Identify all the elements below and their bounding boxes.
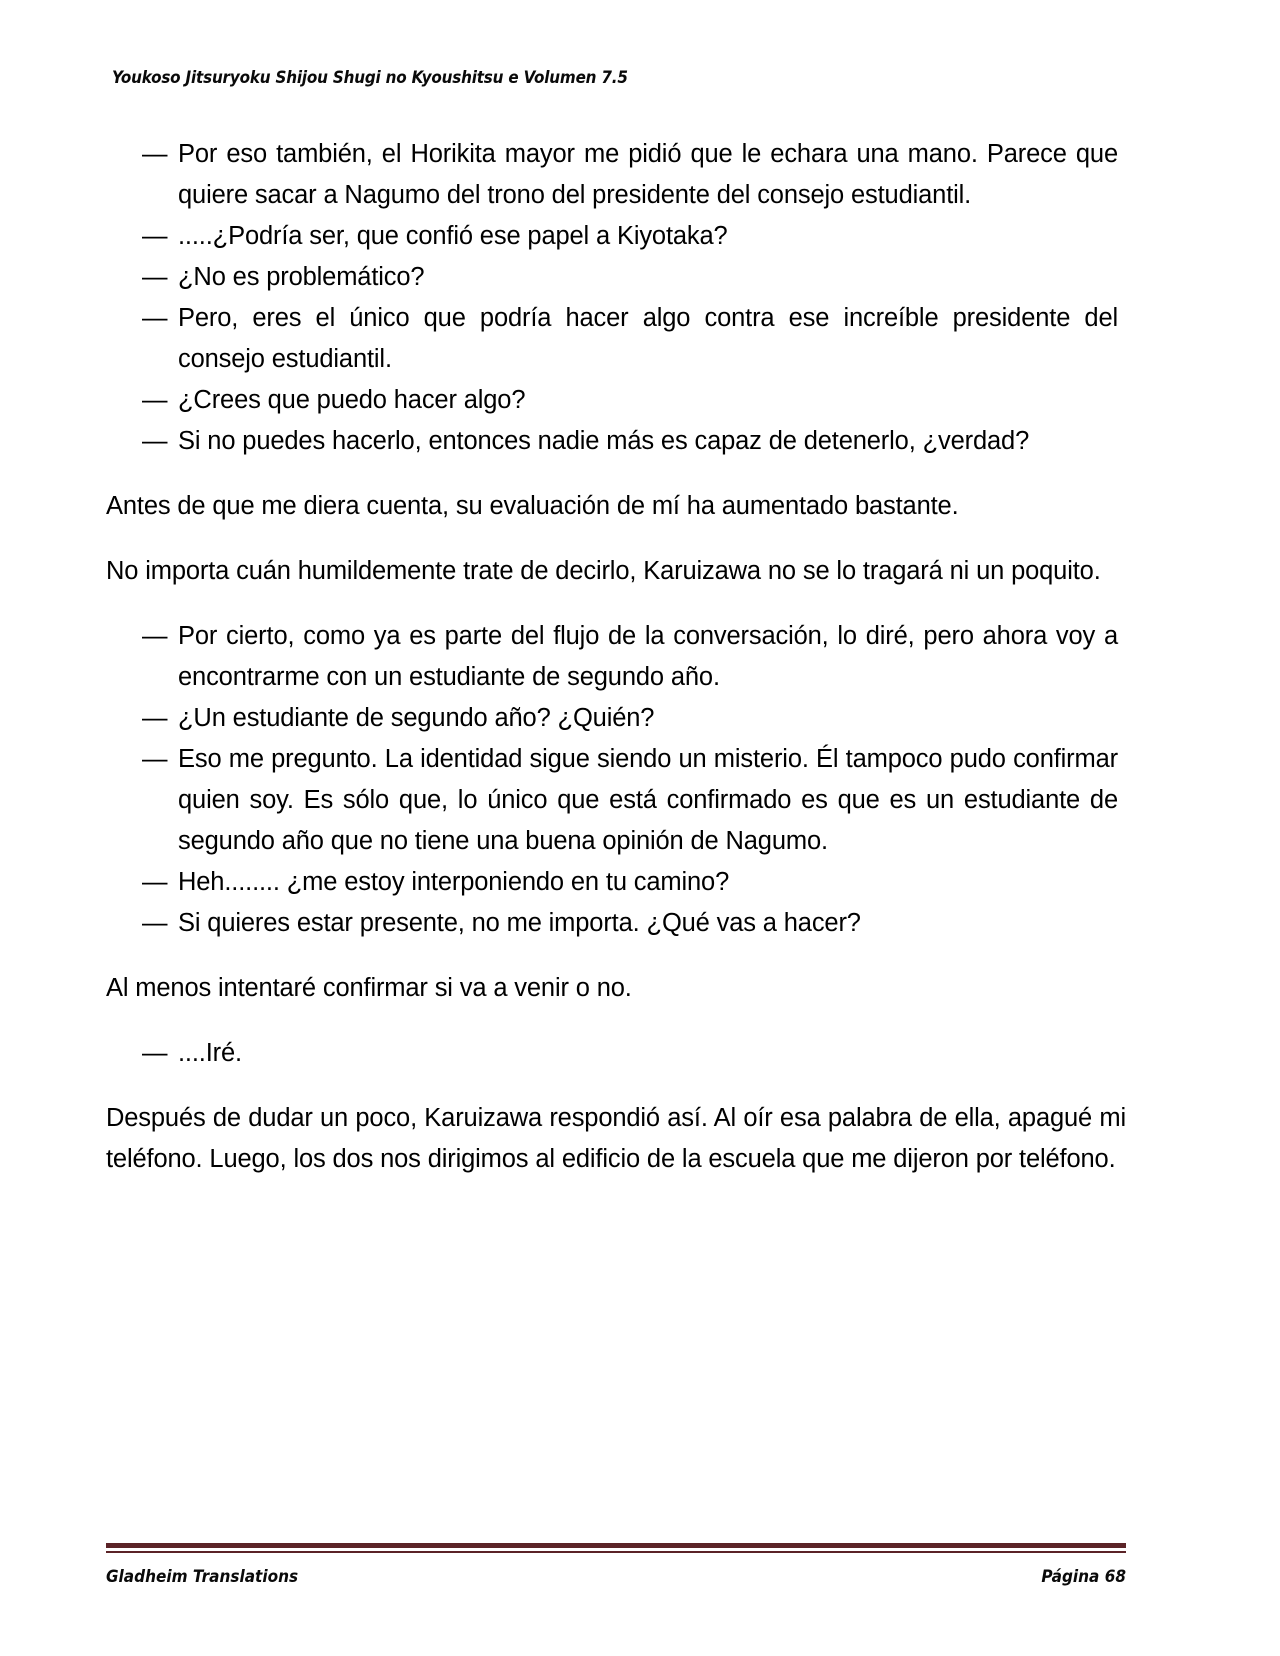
em-dash-marker: — — [142, 622, 168, 650]
dialogue-text: Por cierto, como ya es parte del flujo de la conversación, lo diré, pero ahora voy a encontrarme con un estudiante de segundo año. — [178, 622, 1118, 691]
page-body — [106, 134, 1126, 1204]
em-dash-marker: — — [142, 909, 168, 937]
dialogue-block — [106, 616, 1126, 944]
dialogue-line — [142, 739, 1118, 862]
dialogue-line — [142, 421, 1118, 462]
page-header — [112, 68, 1168, 87]
footer-row — [106, 1567, 1126, 1587]
dialogue-line — [142, 134, 1118, 216]
footer-rule-thin — [106, 1551, 1126, 1553]
dialogue-line — [142, 903, 1118, 944]
em-dash-marker: — — [142, 704, 168, 732]
em-dash-marker: — — [142, 304, 168, 332]
em-dash-marker: — — [142, 1039, 168, 1067]
body-paragraph: Después de dudar un poco, Karuizawa respondió así. Al oír esa palabra de ella, apagué mi teléfono. Luego, los dos nos dirigimos al edificio de la escuela que me dijeron por teléfono. — [106, 1104, 1126, 1173]
dialogue-text: ¿Crees que puedo hacer algo? — [178, 386, 526, 414]
dialogue-text: .....¿Podría ser, que confió ese papel a Kiyotaka? — [178, 222, 728, 250]
dialogue-text: Por eso también, el Horikita mayor me pidió que le echara una mano. Parece que quiere sacar a Nagumo del trono del presidente del consejo estudiantil. — [178, 140, 1118, 209]
em-dash-marker: — — [142, 427, 168, 455]
dialogue-text: Si no puedes hacerlo, entonces nadie más es capaz de detenerlo, ¿verdad? — [178, 427, 1030, 455]
dialogue-line — [142, 380, 1118, 421]
em-dash-marker: — — [142, 745, 168, 773]
dialogue-block — [106, 134, 1126, 462]
dialogue-line — [142, 862, 1118, 903]
em-dash-marker: — — [142, 140, 168, 168]
body-paragraph: No importa cuán humildemente trate de decirlo, Karuizawa no se lo tragará ni un poquito. — [106, 557, 1101, 585]
dialogue-block — [106, 1033, 1126, 1074]
dialogue-text: Pero, eres el único que podría hacer algo contra ese increíble presidente del consejo estudiantil. — [178, 304, 1118, 373]
dialogue-text: Si quieres estar presente, no me importa. ¿Qué vas a hacer? — [178, 909, 861, 937]
em-dash-marker: — — [142, 386, 168, 414]
dialogue-text: ¿Un estudiante de segundo año? ¿Quién? — [178, 704, 655, 732]
dialogue-text: Heh........ ¿me estoy interponiendo en tu camino? — [178, 868, 730, 896]
header-book-title: Youkoso Jitsuryoku Shijou Shugi no Kyoushitsu e Volumen 7.5 — [112, 68, 628, 87]
dialogue-line — [142, 216, 1118, 257]
em-dash-marker: — — [142, 868, 168, 896]
dialogue-text: Eso me pregunto. La identidad sigue siendo un misterio. Él tampoco pudo confirmar quien soy. Es sólo que, lo único que está confirmado es que es un estudiante de segundo año que no tiene una buena opinión de Nagumo. — [178, 745, 1118, 855]
dialogue-line — [142, 698, 1118, 739]
dialogue-line — [142, 1033, 1118, 1074]
dialogue-text: ....Iré. — [178, 1039, 242, 1067]
footer-page-number: Página 68 — [1041, 1567, 1126, 1587]
dialogue-line — [142, 616, 1118, 698]
body-paragraph: Al menos intentaré confirmar si va a venir o no. — [106, 974, 632, 1002]
em-dash-marker: — — [142, 263, 168, 291]
dialogue-line — [142, 298, 1118, 380]
body-paragraph: Antes de que me diera cuenta, su evaluación de mí ha aumentado bastante. — [106, 492, 959, 520]
footer-translator-credit: Gladheim Translations — [106, 1567, 299, 1587]
page-footer — [106, 1543, 1126, 1587]
dialogue-line — [142, 257, 1118, 298]
em-dash-marker: — — [142, 222, 168, 250]
dialogue-text: ¿No es problemático? — [178, 263, 425, 291]
